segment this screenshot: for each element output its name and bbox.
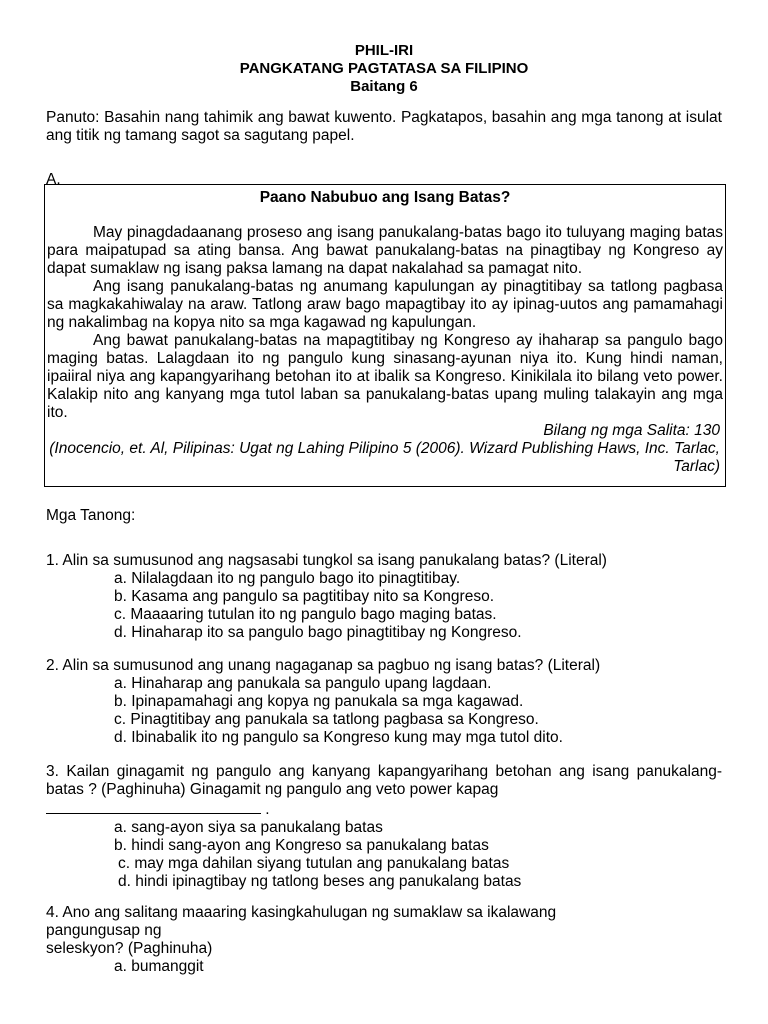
story-paragraph: May pinagdadaanang proseso ang isang panukalang-batas bago ito tuluyang maging batas para maipatupad sa ating bansa. Ang bawat panukalang-batas na pinagtibay ng Kongreso ay dapat sumaklaw ng isang paksa lamang na dapat nakalahad sa pamagat nito. [47,224,723,277]
story-title: Paano Nabubuo ang Isang Batas? [259,189,511,206]
story-box [44,184,726,487]
question-4 [46,904,722,976]
question-text: 1. Alin sa sumusunod ang nagsasabi tungkol sa isang panukalang batas? (Literal) [46,552,607,569]
question-1 [46,552,722,642]
header-grade: Baitang 6 [350,78,418,95]
question-text-line-2: pangungusap ng [46,922,162,939]
section-label: A. [46,171,61,188]
question-text-body: 3. Kailan ginagamit ng pangulo ang kanyang kapangyarihang betohan ang isang panukalang-batas ? (Paghinuha) Ginagamit ng pangulo ang veto power kapag [46,763,722,798]
question-text: 2. Alin sa sumusunod ang unang nagaganap sa pagbuo ng isang batas? (Literal) [46,657,601,674]
choice-b: b. hindi sang-ayon ang Kongreso sa panukalang batas [114,837,489,854]
question-3 [46,763,722,891]
choice-c: c. may mga dahilan siyang tutulan ang panukalang batas [118,855,510,872]
choice-d: d. hindi ipinagtibay ng tatlong beses ang panukalang batas [118,873,522,890]
answer-blank[interactable] [46,799,261,814]
citation: (Inocencio, et. Al, Pilipinas: Ugat ng Lahing Pilipino 5 (2006). Wizard Publishing Haws, Inc. Tarlac, Tarlac) [49,440,720,475]
questions-heading: Mga Tanong: [46,507,136,524]
answer-blank-line [46,799,722,819]
choice-a: a. bumanggit [114,958,204,975]
choice-c: c. Pinagtitibay ang panukala sa tatlong pagbasa sa Kongreso. [114,711,539,728]
document-header [0,42,768,96]
choice-a: a. Hinaharap ang panukala sa pangulo upang lagdaan. [114,675,492,692]
question-2 [46,657,722,747]
choice-c: c. Maaaaring tutulan ito ng pangulo bago maging batas. [114,606,497,623]
choice-d: d. Hinaharap ito sa pangulo bago pinagtitibay ng Kongreso. [114,624,522,641]
choice-a: a. sang-ayon siya sa panukalang batas [114,819,383,836]
story-paragraph: Ang bawat panukalang-batas na mapagtitibay ng Kongreso ay ihaharap sa pangulo bago maging batas. Lalagdaan ito ng pangulo kung sinasang-ayunan niya ito. Kung hindi naman, ipaiiral niya ang kapangyarihang betohan ito at ibalik sa Kongreso. Kinikilala ito bilang veto power. Kalakip nito ang kanyang mga tutol laban sa panukalang-batas upang muling talakayin ang mga ito. [47,332,723,421]
choice-b: b. Ipinapamahagi ang kopya ng panukala sa mga kagawad. [114,693,524,710]
choice-a: a. Nilalagdaan ito ng pangulo bago ito pinagtitibay. [114,570,461,587]
header-subtitle: PANGKATANG PAGTATASA SA FILIPINO [239,60,529,77]
choice-b: b. Kasama ang pangulo sa pagtitibay nito sa Kongreso. [114,588,495,605]
header-title: PHIL-IRI [354,42,414,59]
question-text-line-3: seleskyon? (Paghinuha) [46,940,213,957]
story-paragraph: Ang isang panukalang-batas ng anumang kapulungan ay pinagtitibay sa tatlong pagbasa sa magkakahiwalay na araw. Tatlong araw bago mapagtibay ito ay ipinag-uutos ang pamamahagi ng nakalimbag na kopya nito sa mga kagawad ng kapulungan. [47,278,723,331]
choice-d: d. Ibinabalik ito ng pangulo sa Kongreso kung may mga tutol dito. [114,729,563,746]
blank-suffix: . [261,801,270,818]
question-text-line-1: 4. Ano ang salitang maaaring kasingkahulugan ng sumaklaw sa ikalawang [46,904,557,921]
question-text [46,763,722,799]
word-count: Bilang ng mga Salita: 130 [543,422,720,439]
instructions: Panuto: Basahin nang tahimik ang bawat kuwento. Pagkatapos, basahin ang mga tanong at isulat ang titik ng tamang sagot sa sagutang papel. [46,109,722,144]
